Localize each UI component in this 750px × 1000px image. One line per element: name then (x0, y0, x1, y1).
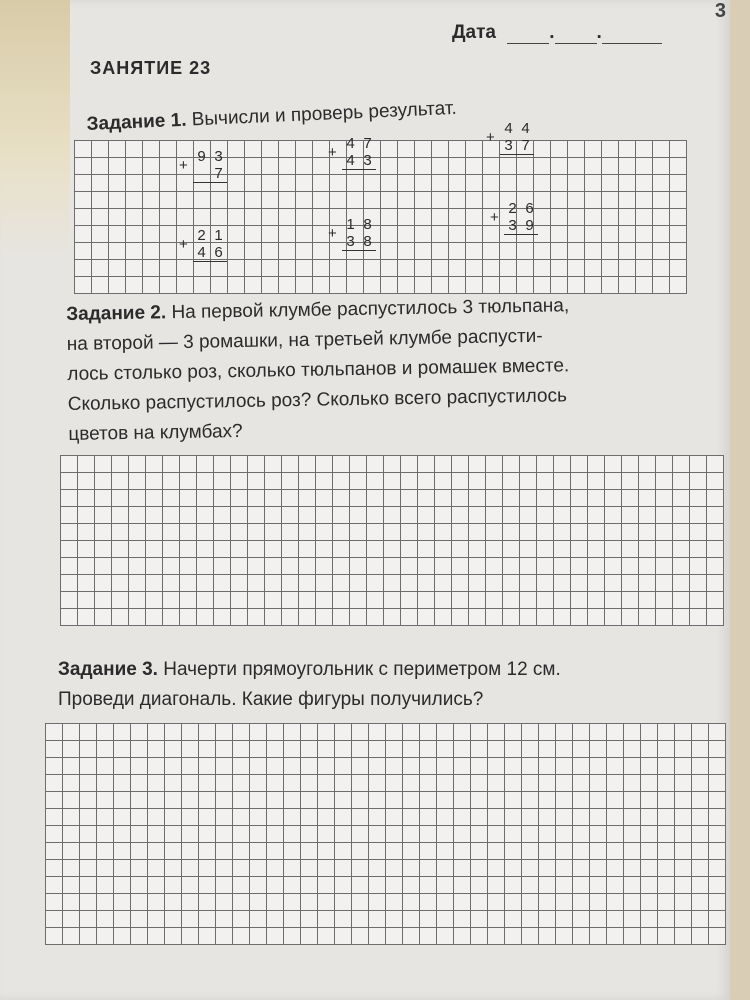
sum-2: + 4 7 4 3 (342, 135, 376, 170)
page-corner-number: 3 (714, 0, 726, 22)
sum-6: + 2 6 3 9 (504, 200, 538, 235)
date-month-line[interactable] (555, 29, 597, 44)
date-year-line[interactable] (602, 29, 662, 44)
background-cloth (0, 0, 70, 260)
date-label: Дата (452, 22, 496, 43)
task2-line-3: лось столько роз, сколько тюльпанов и ромашек вместе. (67, 355, 570, 385)
task3-line-1: Начерти прямоугольник с периметром 12 см. (163, 659, 561, 680)
task2-line-4: Сколько распустилось роз? Сколько всего распустилось (67, 385, 568, 415)
date-day-line[interactable] (507, 29, 549, 44)
sum-3: + 4 4 3 7 (500, 120, 534, 155)
task3-line-2: Проведи диагональ. Какие фигуры получились? (58, 689, 484, 710)
task3-grid[interactable] (45, 723, 726, 945)
lesson-title: ЗАНЯТИЕ 23 (90, 58, 212, 78)
task2-label: Задание 2. (66, 302, 167, 325)
task2-line-5: цветов на клумбах? (68, 420, 243, 445)
task2-text-block (66, 291, 572, 450)
task3-text-block (58, 655, 561, 715)
sum-5: + 1 8 3 8 (342, 216, 376, 251)
task1-text: Вычисли и проверь результат. (191, 97, 458, 131)
task1-label: Задание 1. (86, 109, 187, 135)
task3-label: Задание 3. (58, 659, 158, 680)
task2-line-2: на второй — 3 ромашки, на третьей клумбе распусти- (66, 325, 543, 355)
sum-4: + 2 1 4 6 (193, 227, 227, 262)
task2-line-1: На первой клумбе распустилось 3 тюльпана, (171, 295, 570, 324)
task2-grid[interactable] (60, 455, 724, 626)
sum-1: + 9 3 7 (193, 148, 227, 183)
task1-heading (86, 94, 457, 140)
date-field: Дата . . (452, 22, 662, 44)
